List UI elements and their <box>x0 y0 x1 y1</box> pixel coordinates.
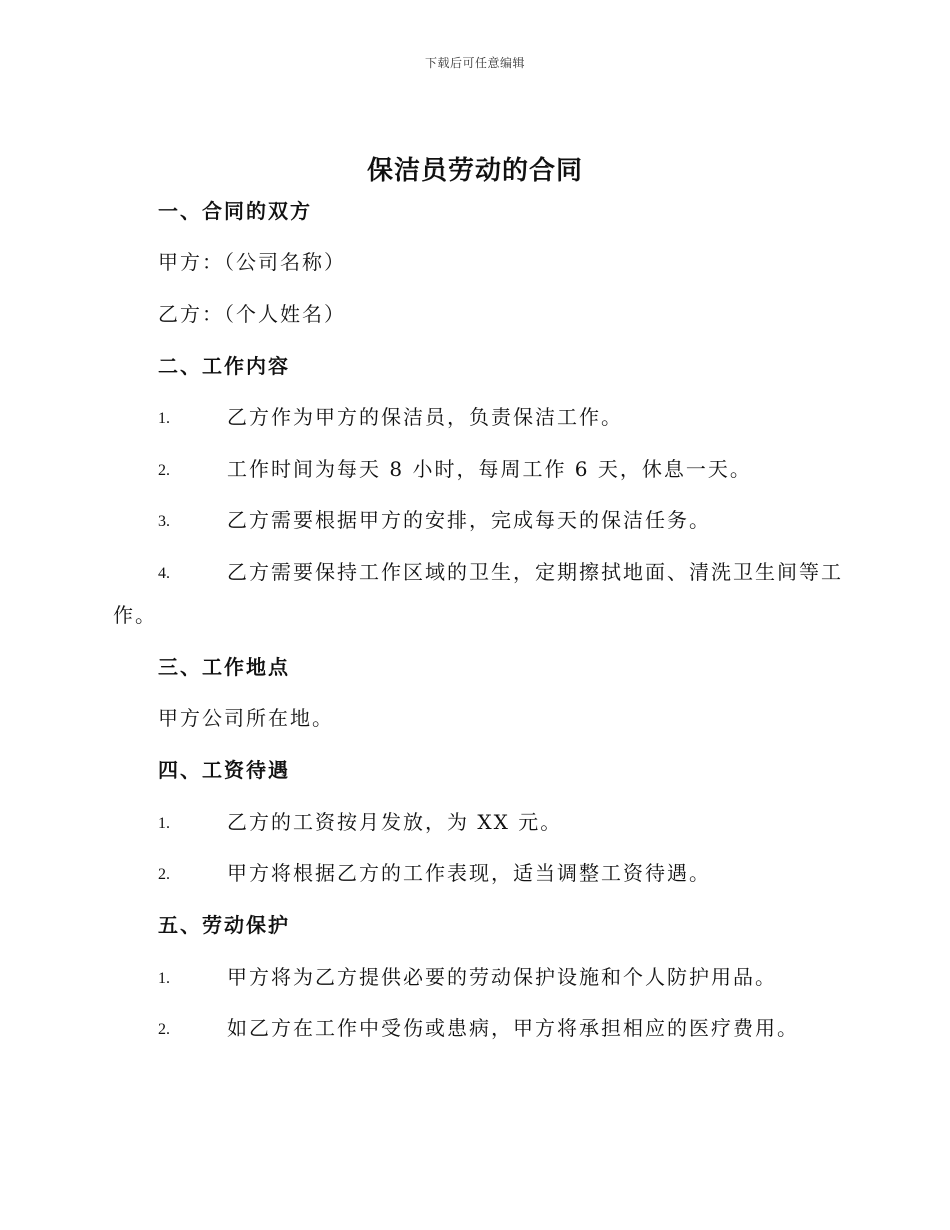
section-heading-parties: 一、合同的双方 <box>158 199 312 223</box>
list-item-text: 乙方需要根据甲方的安排，完成每天的保洁任务。 <box>227 508 711 532</box>
list-item-number: 2. <box>158 462 170 479</box>
list-item-number: 1. <box>158 410 170 427</box>
list-item-number: 1. <box>158 815 170 832</box>
list-item-number: 3. <box>158 513 170 530</box>
section-heading-labor-protection: 五、劳动保护 <box>158 913 290 937</box>
section-heading-work-content: 二、工作内容 <box>158 354 290 378</box>
list-item-number: 1. <box>158 970 170 987</box>
list-item-text: 乙方作为甲方的保洁员，负责保洁工作。 <box>227 405 623 429</box>
list-item-text-continuation: 作。 <box>113 603 157 627</box>
list-item-text: 乙方需要保持工作区域的卫生，定期擦拭地面、清洗卫生间等工 <box>227 560 843 584</box>
work-location-text: 甲方公司所在地。 <box>158 706 334 730</box>
header-note: 下载后可任意编辑 <box>424 56 525 70</box>
document-title: 保洁员劳动的合同 <box>366 156 583 186</box>
party-a-line: 甲方：（公司名称） <box>158 250 346 274</box>
list-item-text: 甲方将为乙方提供必要的劳动保护设施和个人防护用品。 <box>227 965 777 989</box>
list-item-text: 甲方将根据乙方的工作表现，适当调整工资待遇。 <box>227 861 711 885</box>
list-item-number: 2. <box>158 1021 170 1038</box>
list-item-number: 2. <box>158 866 170 883</box>
list-item-text: 乙方的工资按月发放，为 XX 元。 <box>227 810 563 834</box>
list-item-number: 4. <box>158 565 170 582</box>
section-heading-salary: 四、工资待遇 <box>158 758 290 782</box>
list-item-text: 如乙方在工作中受伤或患病，甲方将承担相应的医疗费用。 <box>227 1016 799 1040</box>
list-item-text: 工作时间为每天 8 小时，每周工作 6 天，休息一天。 <box>227 457 752 481</box>
section-heading-work-location: 三、工作地点 <box>158 655 290 679</box>
party-b-line: 乙方：（个人姓名） <box>158 302 346 326</box>
